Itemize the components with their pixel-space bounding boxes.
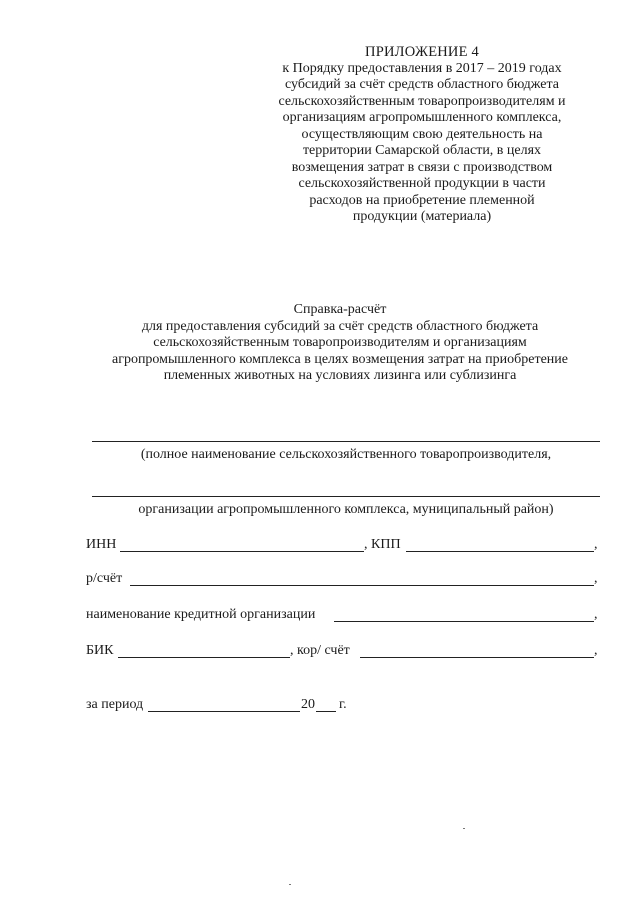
scan-speck — [463, 828, 465, 829]
appendix-line: организациям агропромышленного комплекса, — [282, 110, 562, 125]
org-name-caption-2: организации агропромышленного комплекса, муниципальный район) — [138, 502, 554, 517]
corr-account-field[interactable] — [360, 657, 594, 658]
corr-account-label: , кор/ счёт — [290, 643, 350, 658]
appendix-line: осуществляющим свою деятельность на — [301, 126, 543, 142]
appendix-line: территории Самарской области, в целях — [302, 143, 542, 158]
year-prefix: 20 — [301, 697, 315, 712]
org-name-line-1[interactable] — [92, 441, 600, 442]
org-name-line-2[interactable] — [92, 496, 600, 497]
appendix-title: ПРИЛОЖЕНИЕ 4 — [365, 44, 479, 60]
document-subtitle-line: агропромышленного комплекса в целях возмещения затрат на приобретение — [111, 351, 568, 367]
kpp-field[interactable] — [406, 551, 594, 552]
appendix-line: субсидий за счёт средств областного бюджета — [284, 77, 560, 92]
account-label: р/счёт — [86, 571, 123, 586]
period-label: за период — [86, 697, 144, 712]
appendix-line: сельскохозяйственным товаропроизводителям и — [278, 93, 566, 109]
appendix-line: возмещения затрат в связи с производством — [291, 159, 553, 175]
year-field[interactable] — [316, 711, 336, 712]
org-name-caption-1: (полное наименование сельскохозяйственного товаропроизводителя, — [140, 447, 552, 462]
inn-field[interactable] — [120, 551, 364, 552]
account-field[interactable] — [130, 585, 594, 586]
year-suffix: г. — [339, 697, 347, 712]
inn-label: ИНН — [86, 537, 117, 552]
comma: , — [594, 571, 598, 586]
scan-speck — [289, 884, 291, 885]
bik-label: БИК — [86, 643, 114, 658]
document-subtitle-line: сельскохозяйственным товаропроизводителям и организациям — [153, 335, 527, 350]
comma: , — [594, 643, 598, 658]
bank-label: наименование кредитной организации — [86, 607, 316, 622]
bank-field[interactable] — [334, 621, 594, 622]
bik-field[interactable] — [118, 657, 290, 658]
appendix-line: сельскохозяйственной продукции в части — [298, 176, 546, 191]
appendix-line: расходов на приобретение племенной — [309, 192, 535, 208]
comma: , — [594, 607, 598, 622]
document-title-block — [70, 302, 610, 385]
document-title: Справка-расчёт — [293, 302, 387, 317]
appendix-header — [258, 44, 586, 226]
document-subtitle-line: племенных животных на условиях лизинга или сублизинга — [163, 368, 517, 383]
appendix-line: продукции (материала) — [352, 209, 492, 224]
appendix-line: к Порядку предоставления в 2017 – 2019 годах — [282, 60, 562, 76]
period-field[interactable] — [148, 711, 300, 712]
kpp-label: , КПП — [364, 537, 401, 552]
document-subtitle-line: для предоставления субсидий за счёт средств областного бюджета — [141, 318, 539, 334]
comma: , — [594, 537, 598, 552]
